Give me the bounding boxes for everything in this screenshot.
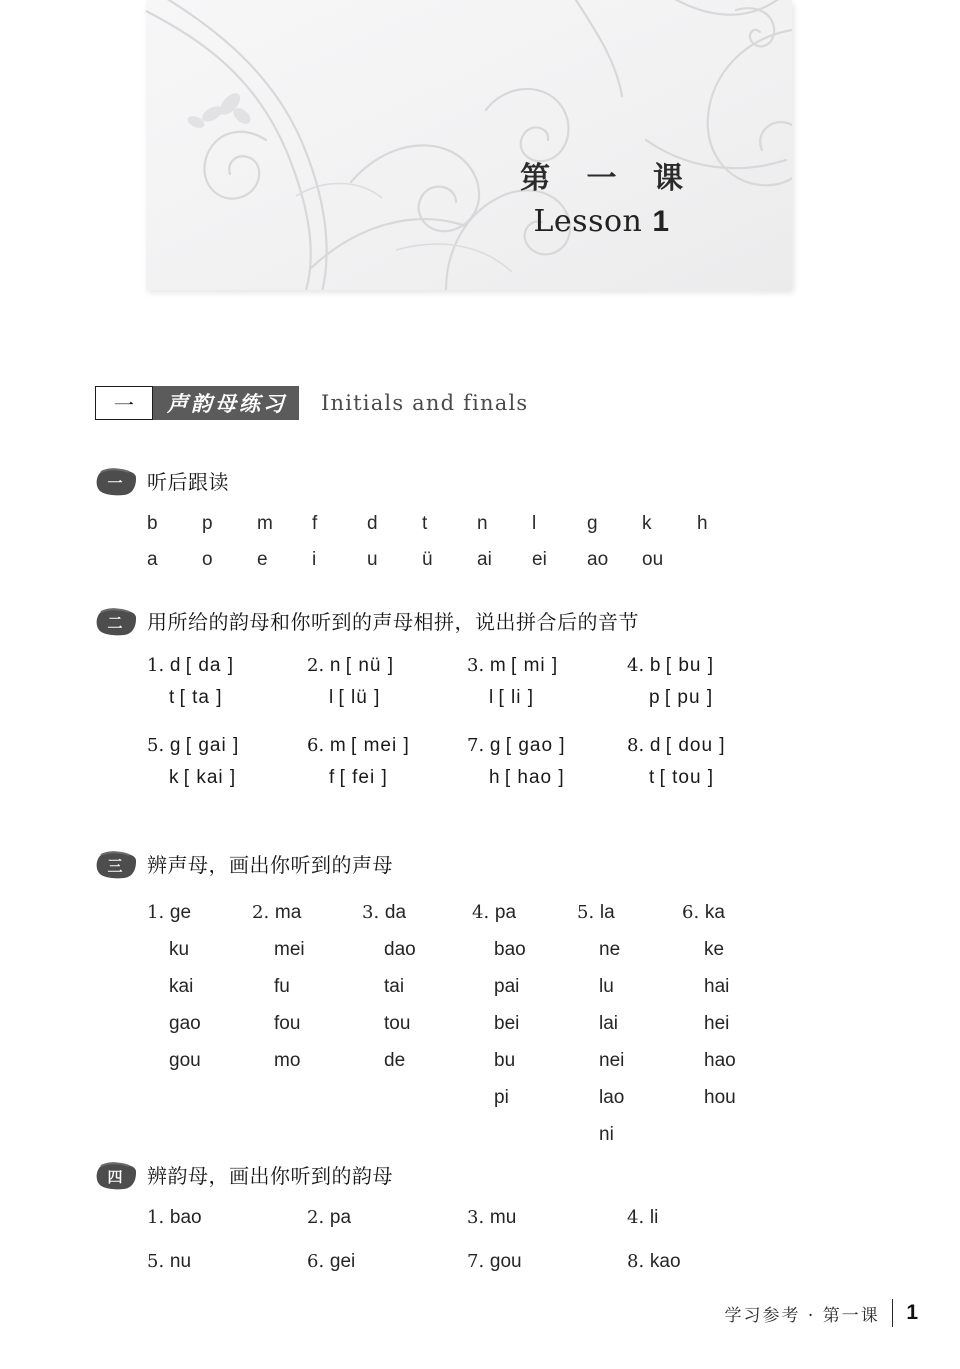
word-text: fou [274, 1013, 301, 1034]
item-line-top [307, 735, 467, 757]
exercise-4-title: 辨韵母，画出你听到的韵母 [147, 1164, 393, 1188]
lesson-header-block [146, 0, 792, 290]
word-option[interactable] [682, 1079, 787, 1116]
item-syllable: [ mi ] [511, 655, 559, 676]
word-option[interactable] [472, 1042, 577, 1079]
exercise-2-header [95, 606, 885, 637]
item-word: bao [169, 1207, 202, 1228]
item-syllable: [ li ] [498, 687, 535, 708]
word-text: nei [599, 1050, 625, 1071]
exercise-4-item[interactable] [147, 1251, 307, 1273]
word-option[interactable] [472, 894, 577, 931]
brush-badge-label: 一 [107, 473, 123, 492]
section-header [95, 386, 528, 420]
exercise-4-item[interactable] [467, 1207, 627, 1229]
word-option[interactable] [362, 1042, 472, 1079]
word-option[interactable] [472, 931, 577, 968]
letter-row [147, 513, 885, 535]
word-text: de [384, 1050, 406, 1071]
item-syllable: [ pu ] [664, 687, 714, 708]
item-number: 4. [627, 655, 650, 676]
item-number: 5. [147, 735, 170, 756]
exercise-4-item[interactable] [627, 1251, 787, 1273]
letter-cell: ai [477, 549, 492, 570]
word-column [682, 894, 787, 1153]
exercise-2-row [147, 655, 885, 709]
word-text: gou [169, 1050, 201, 1071]
page-footer [725, 1299, 919, 1327]
exercise-1-title: 听后跟读 [147, 470, 229, 494]
word-option[interactable] [577, 894, 682, 931]
item-number: 7. [467, 1251, 490, 1272]
letter-cell: g [587, 513, 598, 534]
item-syllable: [ hao ] [504, 767, 565, 788]
exercise-3 [95, 849, 885, 1153]
column-number: 1. [147, 902, 170, 923]
item-line-top [627, 655, 787, 677]
word-text: mo [274, 1050, 301, 1071]
word-option[interactable] [147, 931, 252, 968]
item-number: 1. [147, 655, 170, 676]
column-number: 2. [252, 902, 275, 923]
letter-cell: t [422, 513, 428, 534]
item-number: 7. [467, 735, 490, 756]
letter-cell: k [642, 513, 652, 534]
lesson-label: Lesson [533, 203, 643, 239]
brush-badge-icon [95, 850, 139, 880]
word-column [577, 894, 682, 1153]
word-text: lai [599, 1013, 619, 1034]
word-column [472, 894, 577, 1153]
lesson-title-english [507, 204, 696, 239]
word-text: pai [494, 976, 520, 997]
word-text: fu [274, 976, 290, 997]
item-number: 6. [307, 735, 330, 756]
lesson-number: 1 [652, 204, 670, 238]
item-syllable: [ mei ] [351, 735, 410, 756]
word-text: ge [169, 902, 192, 923]
exercise-2-title: 用所给的韵母和你听到的声母相拼，说出拼合后的音节 [147, 610, 639, 634]
exercise-4-item[interactable] [467, 1251, 627, 1273]
word-text: pi [494, 1087, 509, 1108]
word-text: hai [704, 976, 730, 997]
word-text: hei [704, 1013, 730, 1034]
item-initial: m [489, 655, 512, 676]
item-initial: n [329, 655, 346, 676]
exercise-1-letter-rows [147, 513, 885, 571]
item-number: 3. [467, 1207, 490, 1228]
word-text: ku [169, 939, 190, 960]
word-option[interactable] [577, 1005, 682, 1042]
exercise-1 [95, 466, 885, 571]
letter-cell: ei [532, 549, 547, 570]
item-initial: g [489, 735, 506, 756]
exercise-3-header [95, 849, 885, 880]
item-line-bottom [627, 687, 787, 709]
word-text: ni [599, 1124, 614, 1145]
word-text: ne [599, 939, 621, 960]
letter-cell: e [257, 549, 268, 570]
letter-cell: d [367, 513, 378, 534]
item-initial: t [649, 767, 660, 788]
word-option[interactable] [577, 1116, 682, 1153]
item-syllable: [ fei ] [339, 767, 388, 788]
word-option[interactable] [682, 931, 787, 968]
item-initial: d [649, 735, 666, 756]
word-option[interactable] [362, 1005, 472, 1042]
lesson-title-chinese: 第 一 课 [520, 161, 696, 196]
item-number: 8. [627, 735, 650, 756]
word-text: tou [384, 1013, 411, 1034]
item-line-top [467, 735, 627, 757]
item-number: 4. [627, 1207, 650, 1228]
word-text: la [599, 902, 615, 923]
item-initial: d [169, 655, 186, 676]
word-text: kai [169, 976, 194, 997]
item-line-bottom [147, 767, 307, 789]
item-line-bottom [467, 687, 627, 709]
item-number: 2. [307, 1207, 330, 1228]
item-syllable: [ nü ] [345, 655, 395, 676]
item-line-top [307, 655, 467, 677]
section-title-chinese: 声韵母练习 [153, 386, 299, 420]
footer-label: 学习参考 · 第一课 [724, 1305, 880, 1326]
word-column [362, 894, 472, 1153]
letter-cell: ou [642, 549, 664, 570]
page-number: 1 [906, 1301, 918, 1324]
item-line-top [627, 735, 787, 757]
exercise-2-item [467, 655, 627, 709]
item-initial: f [329, 767, 340, 788]
item-line-top [147, 655, 307, 677]
word-option[interactable] [252, 968, 362, 1005]
word-option[interactable] [577, 931, 682, 968]
item-syllable: [ gai ] [185, 735, 240, 756]
letter-row [147, 549, 885, 571]
brush-badge-label: 四 [107, 1167, 123, 1186]
lesson-title-group [507, 160, 696, 239]
item-number: 6. [307, 1251, 330, 1272]
item-word: nu [169, 1251, 192, 1272]
word-option[interactable] [252, 1042, 362, 1079]
letter-cell: a [147, 549, 158, 570]
item-syllable: [ ta ] [179, 687, 223, 708]
brush-badge-label: 三 [107, 856, 123, 875]
item-syllable: [ dou ] [665, 735, 726, 756]
section-number: 一 [95, 386, 153, 420]
exercise-3-title: 辨声母，画出你听到的声母 [147, 853, 393, 877]
word-text: bao [494, 939, 526, 960]
item-word: kao [649, 1251, 681, 1272]
item-word: gou [489, 1251, 522, 1272]
letter-cell: h [697, 513, 708, 534]
exercise-1-header [95, 466, 885, 497]
letter-cell: p [202, 513, 213, 534]
word-option[interactable] [577, 968, 682, 1005]
word-option[interactable] [682, 1042, 787, 1079]
exercise-4-header [95, 1160, 885, 1191]
word-option[interactable] [472, 968, 577, 1005]
item-number: 8. [627, 1251, 650, 1272]
exercise-2-item [307, 735, 467, 789]
column-number: 3. [362, 902, 385, 923]
word-text: tai [384, 976, 405, 997]
word-option[interactable] [682, 894, 787, 931]
exercise-4-items [147, 1207, 885, 1273]
item-syllable: [ da ] [185, 655, 235, 676]
item-syllable: [ tou ] [659, 767, 715, 788]
item-word: li [649, 1207, 659, 1228]
item-syllable: [ bu ] [665, 655, 715, 676]
word-option[interactable] [252, 894, 362, 931]
word-text: lu [599, 976, 614, 997]
word-option[interactable] [362, 894, 472, 931]
exercise-4-item[interactable] [307, 1207, 467, 1229]
column-number: 4. [472, 902, 495, 923]
exercise-4-item[interactable] [307, 1251, 467, 1273]
word-option[interactable] [147, 968, 252, 1005]
word-column [252, 894, 362, 1153]
letter-cell: n [477, 513, 488, 534]
letter-cell: ü [422, 549, 433, 570]
word-text: hao [704, 1050, 736, 1071]
exercise-2-item [147, 655, 307, 709]
item-initial: l [329, 687, 339, 708]
brush-badge-icon [95, 467, 139, 497]
word-text: da [384, 902, 407, 923]
exercise-2-item [147, 735, 307, 789]
item-initial: g [169, 735, 186, 756]
column-number: 5. [577, 902, 600, 923]
exercise-4-item[interactable] [627, 1207, 787, 1229]
letter-cell: o [202, 549, 213, 570]
item-line-bottom [307, 687, 467, 709]
item-initial: m [329, 735, 352, 756]
item-initial: p [649, 687, 665, 708]
item-initial: h [489, 767, 505, 788]
brush-badge-icon [95, 607, 139, 637]
item-word: pa [329, 1207, 352, 1228]
item-number: 3. [467, 655, 490, 676]
word-text: ke [704, 939, 725, 960]
column-number: 6. [682, 902, 705, 923]
item-syllable: [ kai ] [183, 767, 237, 788]
exercise-2 [95, 606, 885, 789]
item-initial: b [649, 655, 666, 676]
item-syllable: [ lü ] [338, 687, 381, 708]
word-option[interactable] [147, 894, 252, 931]
word-option[interactable] [147, 1042, 252, 1079]
item-line-bottom [627, 767, 787, 789]
word-option[interactable] [472, 1079, 577, 1116]
word-text: bei [494, 1013, 520, 1034]
word-option[interactable] [682, 968, 787, 1005]
word-option[interactable] [362, 931, 472, 968]
letter-cell: f [312, 513, 318, 534]
section-title-english: Initials and finals [321, 391, 529, 415]
word-option[interactable] [147, 1005, 252, 1042]
letter-cell: u [367, 549, 378, 570]
word-option[interactable] [472, 1005, 577, 1042]
item-word: gei [329, 1251, 356, 1272]
letter-cell: ao [587, 549, 609, 570]
brush-badge-icon [95, 1161, 139, 1191]
letter-cell: b [147, 513, 158, 534]
word-text: hou [704, 1087, 736, 1108]
word-text: pa [494, 902, 517, 923]
word-option[interactable] [577, 1042, 682, 1079]
item-line-bottom [307, 767, 467, 789]
item-line-top [467, 655, 627, 677]
item-line-bottom [467, 767, 627, 789]
word-text: lao [599, 1087, 625, 1108]
item-number: 2. [307, 655, 330, 676]
decorative-swirl-watermark [146, 0, 792, 290]
item-initial: k [169, 767, 184, 788]
word-option[interactable] [362, 968, 472, 1005]
exercise-3-columns [147, 894, 885, 1153]
exercise-2-items [147, 655, 885, 789]
exercise-2-row [147, 735, 885, 789]
word-text: gao [169, 1013, 201, 1034]
word-option[interactable] [252, 931, 362, 968]
item-initial: t [169, 687, 180, 708]
item-line-top [147, 735, 307, 757]
word-text: dao [384, 939, 416, 960]
letter-cell: l [532, 513, 537, 534]
word-option[interactable] [252, 1005, 362, 1042]
word-text: ma [274, 902, 302, 923]
word-text: bu [494, 1050, 516, 1071]
exercise-2-item [467, 735, 627, 789]
exercise-2-item [627, 735, 787, 789]
word-column [147, 894, 252, 1153]
word-option[interactable] [577, 1079, 682, 1116]
exercise-2-item [307, 655, 467, 709]
item-word: mu [489, 1207, 517, 1228]
exercise-2-item [627, 655, 787, 709]
letter-cell: i [312, 549, 317, 570]
exercise-4 [95, 1160, 885, 1273]
item-line-bottom [147, 687, 307, 709]
item-number: 5. [147, 1251, 170, 1272]
item-initial: l [489, 687, 499, 708]
word-text: mei [274, 939, 305, 960]
letter-cell: m [257, 513, 273, 534]
brush-badge-label: 二 [107, 613, 123, 632]
word-text: ka [704, 902, 725, 923]
item-syllable: [ gao ] [505, 735, 566, 756]
item-number: 1. [147, 1207, 170, 1228]
exercise-4-item[interactable] [147, 1207, 307, 1229]
word-option[interactable] [682, 1005, 787, 1042]
